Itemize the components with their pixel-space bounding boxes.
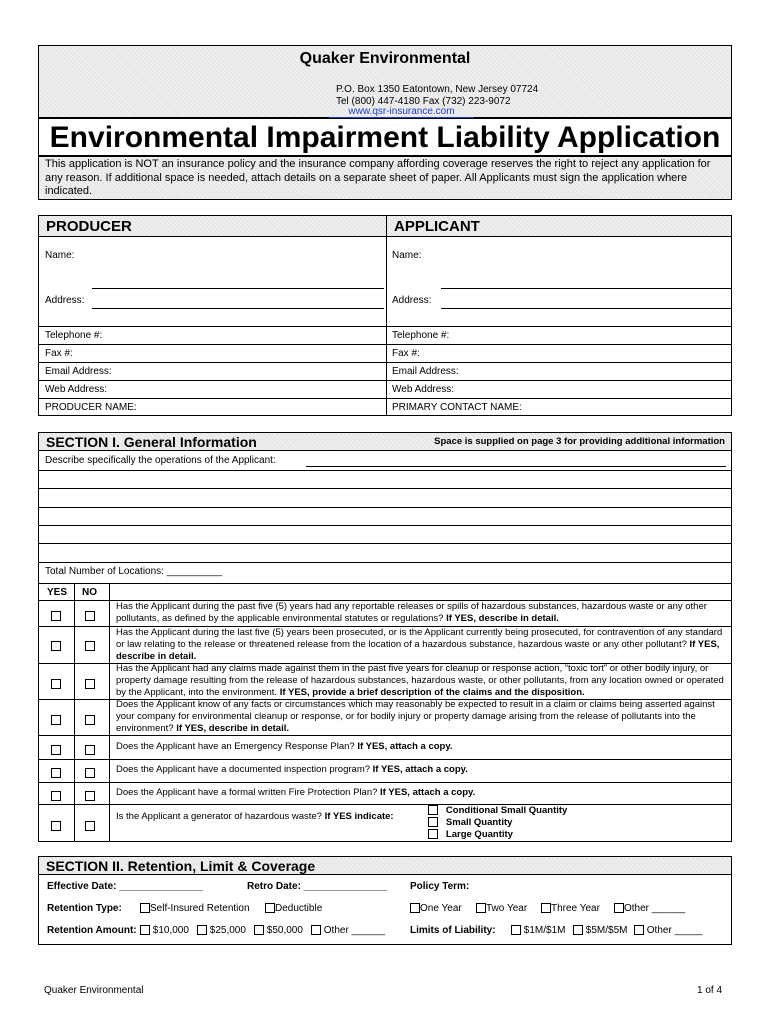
producer-web-label: Web Address: bbox=[45, 384, 108, 395]
checkbox-icon bbox=[265, 903, 275, 913]
section-2-header bbox=[39, 857, 731, 875]
amount-25000[interactable] bbox=[197, 925, 246, 936]
checkbox-icon bbox=[85, 745, 95, 755]
checkbox-icon bbox=[51, 715, 61, 725]
deductible-option[interactable] bbox=[265, 903, 322, 914]
checkbox-icon bbox=[51, 679, 61, 689]
option-label: One Year bbox=[420, 903, 462, 914]
question-8 bbox=[116, 811, 426, 823]
option-label: Other ______ bbox=[624, 903, 686, 914]
retention-amount-label: Retention Amount: bbox=[47, 925, 137, 936]
generator-options bbox=[428, 805, 567, 841]
checkbox-icon bbox=[634, 925, 644, 935]
producer-name-label: Name: bbox=[45, 250, 75, 261]
question-text: Does the Applicant have a formal written Fire Protection Plan? bbox=[116, 787, 378, 798]
question-7 bbox=[116, 787, 725, 799]
checkbox-icon bbox=[311, 925, 321, 935]
producer-contact-label: PRODUCER NAME: bbox=[45, 402, 137, 413]
limits-label: Limits of Liability: bbox=[410, 925, 496, 936]
applicant-heading: APPLICANT bbox=[386, 216, 731, 237]
q8-yes-checkbox[interactable] bbox=[51, 817, 61, 835]
option-label: Self-Insured Retention bbox=[150, 903, 250, 914]
q3-no-checkbox[interactable] bbox=[85, 675, 95, 693]
rule bbox=[39, 525, 731, 526]
question-text: Has the Applicant during the last five (5) years been prosecuted, or is the Applicant currently being prosecuted, for contravention of any standard or law relating to the release or threatened release from the location of a hazardous substance, hazardous waste or any other pollutant? bbox=[116, 627, 723, 650]
rule bbox=[39, 488, 731, 489]
question-4 bbox=[116, 699, 725, 735]
web-row[interactable] bbox=[39, 380, 731, 398]
producer-telephone-label: Telephone #: bbox=[45, 330, 103, 341]
question-6 bbox=[116, 764, 725, 776]
contact-row[interactable] bbox=[39, 398, 731, 416]
checkbox-icon bbox=[541, 903, 551, 913]
checkbox-icon bbox=[614, 903, 624, 913]
applicant-fax-label: Fax #: bbox=[392, 348, 420, 359]
option-label: Large Quantity bbox=[445, 829, 513, 840]
term-two-year[interactable] bbox=[476, 903, 527, 914]
company-address bbox=[336, 84, 538, 108]
header-box bbox=[38, 45, 732, 118]
q2-no-checkbox[interactable] bbox=[85, 637, 95, 655]
question-instruction: If YES, describe in detail. bbox=[176, 723, 290, 734]
rule bbox=[39, 470, 731, 471]
option-label: Other ______ bbox=[323, 925, 385, 936]
q6-no-checkbox[interactable] bbox=[85, 764, 95, 782]
checkbox-icon bbox=[85, 611, 95, 621]
checkbox-icon bbox=[140, 925, 150, 935]
question-text: Does the Applicant have an Emergency Response Plan? bbox=[116, 741, 355, 752]
rule bbox=[39, 735, 731, 736]
section-2-title: SECTION II. Retention, Limit & Coverage bbox=[46, 858, 316, 874]
no-column-header: NO bbox=[82, 587, 97, 598]
producer-email-label: Email Address: bbox=[45, 366, 112, 377]
question-instruction: If YES, describe in detail. bbox=[116, 639, 720, 662]
rule bbox=[39, 543, 731, 544]
option-label: Deductible bbox=[275, 903, 323, 914]
question-instruction: If YES, attach a copy. bbox=[380, 787, 476, 798]
limit-5m[interactable] bbox=[573, 925, 627, 936]
checkbox-icon bbox=[410, 903, 420, 913]
company-name: Quaker Environmental bbox=[299, 50, 471, 67]
section-2-box bbox=[38, 856, 732, 945]
amount-other[interactable] bbox=[311, 925, 385, 936]
q4-no-checkbox[interactable] bbox=[85, 711, 95, 729]
option-label: Two Year bbox=[486, 903, 528, 914]
option-label: Small Quantity bbox=[445, 817, 513, 828]
checkbox-icon bbox=[85, 641, 95, 651]
question-text: Has the Applicant during the past five (5) years had any reportable releases or spills of hazardous substances, hazardous waste or any other pollutants, as defined by the applicable environmental statutes or regulations? bbox=[116, 601, 707, 624]
applicant-contact-label: PRIMARY CONTACT NAME: bbox=[392, 402, 522, 413]
checkbox-icon bbox=[51, 745, 61, 755]
section-1-header bbox=[39, 433, 731, 451]
checkbox-icon bbox=[476, 903, 486, 913]
checkbox-icon bbox=[85, 768, 95, 778]
rule bbox=[39, 804, 731, 805]
generator-option-large[interactable] bbox=[428, 829, 567, 841]
generator-option-conditional[interactable] bbox=[428, 805, 567, 817]
generator-option-small[interactable] bbox=[428, 817, 567, 829]
rule bbox=[39, 562, 731, 563]
option-label: Three Year bbox=[551, 903, 600, 914]
q1-no-checkbox[interactable] bbox=[85, 607, 95, 625]
question-instruction: If YES indicate: bbox=[324, 811, 394, 822]
policy-term-label: Policy Term: bbox=[410, 881, 470, 892]
q3-yes-checkbox[interactable] bbox=[51, 675, 61, 693]
yes-column-divider bbox=[74, 583, 75, 841]
yes-column-header: YES bbox=[47, 587, 68, 598]
question-text: Does the Applicant have a documented inspection program? bbox=[116, 764, 371, 775]
checkbox-icon bbox=[511, 925, 521, 935]
applicant-address-line-2[interactable] bbox=[441, 308, 731, 309]
address-line-1: P.O. Box 1350 Eatontown, New Jersey 07724 bbox=[336, 84, 539, 95]
form-title: Environmental Impairment Liability Application bbox=[38, 118, 732, 156]
term-one-year[interactable] bbox=[410, 903, 462, 914]
limit-other[interactable] bbox=[634, 925, 702, 936]
question-instruction: If YES, attach a copy. bbox=[372, 764, 468, 775]
amount-10000[interactable] bbox=[140, 925, 189, 936]
footer-company: Quaker Environmental bbox=[44, 985, 144, 996]
question-5 bbox=[116, 741, 725, 753]
term-other[interactable] bbox=[614, 903, 685, 914]
producer-fax-label: Fax #: bbox=[45, 348, 73, 359]
q7-yes-checkbox[interactable] bbox=[51, 787, 61, 805]
checkbox-icon bbox=[140, 903, 150, 913]
question-instruction: If YES, attach a copy. bbox=[357, 741, 453, 752]
question-2 bbox=[116, 627, 725, 663]
limit-1m[interactable] bbox=[511, 925, 565, 936]
option-label: $1M/$1M bbox=[523, 925, 566, 936]
rule bbox=[39, 759, 731, 760]
section-1-title: SECTION I. General Information bbox=[46, 434, 257, 450]
rule bbox=[39, 782, 731, 783]
address-line-2: Tel (800) 447-4180 Fax (732) 223-9072 bbox=[336, 96, 511, 107]
producer-heading: PRODUCER bbox=[39, 216, 386, 237]
producer-address-label: Address: bbox=[45, 295, 85, 306]
checkbox-icon bbox=[428, 817, 438, 827]
question-text: Is the Applicant a generator of hazardous waste? bbox=[116, 811, 322, 822]
option-label: Other _____ bbox=[646, 925, 703, 936]
applicant-address-line-1[interactable] bbox=[441, 288, 731, 289]
checkbox-icon bbox=[51, 768, 61, 778]
checkbox-icon bbox=[85, 791, 95, 801]
no-column-divider bbox=[109, 583, 110, 841]
q4-yes-checkbox[interactable] bbox=[51, 711, 61, 729]
fax-row[interactable] bbox=[39, 344, 731, 362]
checkbox-icon bbox=[428, 829, 438, 839]
q5-no-checkbox[interactable] bbox=[85, 741, 95, 759]
checkbox-icon bbox=[85, 715, 95, 725]
checkbox-icon bbox=[85, 821, 95, 831]
question-text: Has the Applicant had any claims made against them in the past five years for cleanup or response action, “toxic tort” or other bodily injury, or property damage resulting from the release of hazardous substances, hazardous waste, or other pollutants, from any location owned or operated by the Applicant, into the environment. bbox=[116, 663, 724, 698]
effective-date-field[interactable]: Effective Date: _______________ bbox=[47, 881, 203, 892]
checkbox-icon bbox=[428, 805, 438, 815]
checkbox-icon bbox=[51, 641, 61, 651]
option-label: Conditional Small Quantity bbox=[445, 805, 568, 816]
q5-yes-checkbox[interactable] bbox=[51, 741, 61, 759]
applicant-address-label: Address: bbox=[392, 295, 432, 306]
checkbox-icon bbox=[85, 679, 95, 689]
option-label: $25,000 bbox=[209, 925, 246, 936]
question-instruction: If YES, provide a brief description of the claims and the disposition. bbox=[279, 687, 585, 698]
q8-no-checkbox[interactable] bbox=[85, 817, 95, 835]
applicant-name-label: Name: bbox=[392, 250, 422, 261]
email-row[interactable] bbox=[39, 362, 731, 380]
website-link[interactable]: www.qsr-insurance.com bbox=[329, 107, 474, 118]
rule bbox=[39, 583, 731, 584]
checkbox-icon bbox=[197, 925, 207, 935]
applicant-email-label: Email Address: bbox=[392, 366, 459, 377]
checkbox-icon bbox=[51, 791, 61, 801]
retention-type-label: Retention Type: bbox=[47, 903, 122, 914]
q1-yes-checkbox[interactable] bbox=[51, 607, 61, 625]
q6-yes-checkbox[interactable] bbox=[51, 764, 61, 782]
producer-address-line-1[interactable] bbox=[92, 288, 384, 289]
self-insured-option[interactable] bbox=[140, 903, 250, 914]
question-3 bbox=[116, 663, 725, 699]
producer-applicant-box bbox=[38, 215, 732, 416]
locations-label[interactable]: Total Number of Locations: __________ bbox=[45, 566, 223, 577]
checkbox-icon bbox=[573, 925, 583, 935]
intro-text: This application is NOT an insurance policy and the insurance company affording coverage reserves the right to reject any application for any reason. If additional space is needed, attach details on a separate sheet of paper. All Applicants must sign the application where indicated. bbox=[38, 156, 732, 200]
option-label: $5M/$5M bbox=[585, 925, 628, 936]
option-label: $10,000 bbox=[152, 925, 189, 936]
producer-address-line-2[interactable] bbox=[92, 308, 384, 309]
checkbox-icon bbox=[51, 821, 61, 831]
applicant-web-label: Web Address: bbox=[392, 384, 455, 395]
question-1 bbox=[116, 601, 725, 625]
question-text: Does the Applicant know of any facts or circumstances which may reasonably be expected to result in a claim or claims being asserted against your company for environmental cleanup or response, or for bodily injury or property damage arising from the release of pollutants into the environment? bbox=[116, 699, 715, 734]
operations-line[interactable] bbox=[306, 466, 726, 467]
q7-no-checkbox[interactable] bbox=[85, 787, 95, 805]
page-number: 1 of 4 bbox=[697, 985, 723, 996]
section-1-box bbox=[38, 432, 732, 842]
telephone-row[interactable] bbox=[39, 326, 731, 344]
operations-label: Describe specifically the operations of the Applicant: bbox=[45, 455, 276, 466]
question-instruction: If YES, describe in detail. bbox=[446, 613, 559, 624]
option-label: $50,000 bbox=[266, 925, 303, 936]
term-three-year[interactable] bbox=[541, 903, 600, 914]
section-1-note: Space is supplied on page 3 for providing additional information bbox=[434, 436, 725, 447]
checkbox-icon bbox=[254, 925, 264, 935]
applicant-telephone-label: Telephone #: bbox=[392, 330, 450, 341]
checkbox-icon bbox=[51, 611, 61, 621]
retro-date-field[interactable]: Retro Date: _______________ bbox=[247, 881, 388, 892]
rule bbox=[39, 507, 731, 508]
amount-50000[interactable] bbox=[254, 925, 303, 936]
q2-yes-checkbox[interactable] bbox=[51, 637, 61, 655]
